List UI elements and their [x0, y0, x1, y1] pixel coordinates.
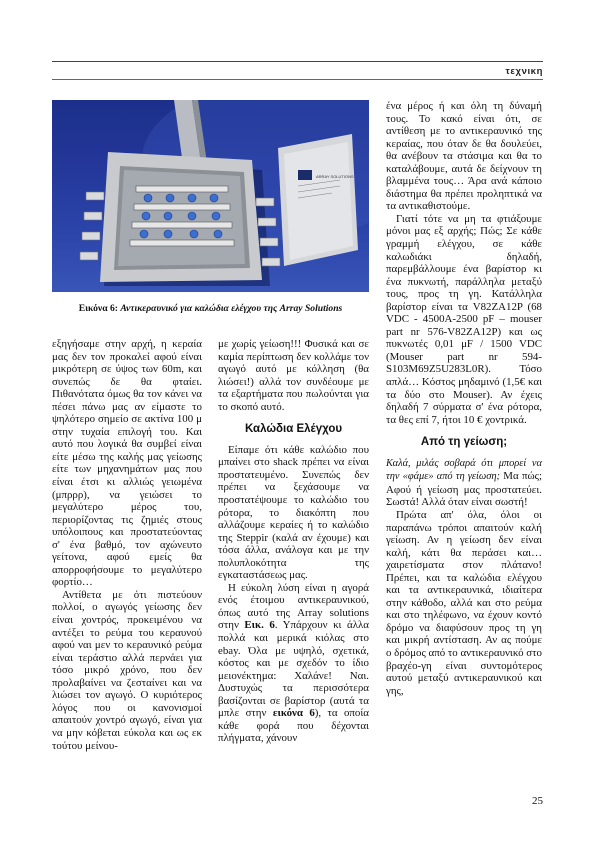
col2-paragraph-3 [218, 582, 369, 745]
section-label: τεχνικη [505, 66, 543, 77]
header-rule-top [52, 61, 543, 62]
col2-p3-post: ), τα οποία κάθε φορά που δέχονται πλήγματα, χάνουν [218, 707, 369, 745]
col2-ref-fig6: Εικ. 6 [244, 619, 275, 632]
column-3 [386, 100, 542, 697]
column-2 [218, 338, 369, 745]
section-heading-grounding: Από τη γείωση; [420, 436, 508, 449]
col2-ref-image6: εικόνα 6 [272, 707, 315, 720]
section-heading-control-cables: Καλώδια Ελέγχου [244, 423, 343, 436]
lightning-arrestor-illustration [52, 100, 369, 292]
col3-paragraph-3: Πρώτα απ' όλα, όλοι οι παραπάνω τρόποι απαιτούν καλή γείωση. Αν η γείωση δεν είναι καλή, κάτι θα περάσει και… χαιρετίσματα στον πλάτανο! Πρέπει, και τα καλώδια ελέγχου και τα αντικεραυνικά, ιδιαίτερα στην κάθοδο, αλλά και στο ρεύμα και στο τηλέφωνο, να έχουν κοντό δρόμο να διαφύσουν προς τη γη και μικρή αντίσταση. Αν ας πούμε ο δρόμος από το αντικεραυνικό στο βραχέο-γη είναι συντομότερος αυτού μεταξύ αντικεραυνικού και γης, [386, 508, 542, 697]
col3-lead-italic: Καλά, μιλάς σοβαρά ότι μπορεί να την «φάμε» από τη γείωση; [386, 457, 542, 483]
figure-caption [52, 303, 369, 314]
col2-p3-pre: Η εύκολη λύση είναι η αγορά ενός έτοιμου αντικεραυνικού, όπως αυτό της Array solutions στην [218, 581, 369, 632]
col2-paragraph-2: Είπαμε ότι κάθε καλώδιο που μπαίνει στο shack πρέπει να είναι προστατευμένο. Συνεπώς δεν πρέπει να ξεχάσουμε να προστατέψουμε το καλώδιο του ρότορα, το διακόπτη που αλλάζουμε κεραίες ή το καλώδιο της Steppir (καλά αν έχουμε) και τόσα άλλα, ανάλογα και με την πολυπλοκότητα της εγκαταστάσεως μας. [218, 443, 369, 582]
page-number: 25 [532, 795, 543, 807]
col3-paragraph-2: Γιατί τότε να μη τα φτιάξουμε μόνοι μας εξ αρχής; Πώς; Σε κάθε γραμμή ελέγχου, σε κάθε καλωδιάκι δηλαδή, παρεμβάλλουμε ένα βαρίστορ κι ένα πυκνωτή, παράλληλα μεταξύ τους, προς τη γη. Κατάλληλα βαρίστορ είναι τα V82ZA12P (68 VDC - 4500A-2500 pF – mouser part nr 576-V82ZA12P) και ως πυκνωτές 0,01 μF / 1500 VDC (Mouser part nr 594-S103M69Z5U283L0R). Τόσο απλά… Κόστος μηδαμινό (1,5€ και τα δύο στο Mouser). Αν έχεις δηλαδή 7 σύρματα σ' ένα ρότορα, τα θες επί 7, ήτοι 10 € χοντρικά. [386, 212, 542, 426]
header-rule-bottom [52, 79, 543, 80]
col3-lead-tail: Μα πώς; Αφού ή γείωση μας προστατεύει. Σωστά! Αλλά όταν είναι σωστή! [386, 470, 542, 509]
col1-paragraph-1: εξηγήσαμε στην αρχή, η κεραία μας δεν τον προκαλεί αφού είναι μικρότερη σε ύψος των 60m, και συνεπώς δε θα φταίει. Πιθανότατα όμως θα τον κάνει να πέσει πάνω μας αν είμαστε το ψηλότερο σημείο σε ακτίνα 100 μ στην τυχαία επιλογή του. Και αυτό που λογικά θα συμβεί είναι είτε μέσω της καλής μας γείωσης είτε των μηχανημάτων μας που είναι έτσι κι αλλιώς γειωμένα (μπρρρ), να γειώσει το μεγαλύτερο μέρος του, περιορίζοντας τις ζημιές στους υπόλοιπους και προστατεύοντας σ' ένα βαθμό, τον αχώνευτο γείτονα, αφού εμείς θα απορροφήσουμε το μεγαλύτερο φορτίο… [52, 338, 202, 589]
figure-label-text: ARRAY SOLUTIONS [316, 174, 354, 179]
col2-paragraph-1: με χωρίς γείωση!!! Φυσικά και σε καμία περίπτωση δεν κολλάμε τον αγωγό αυτό με κόλληση (θα λιώσει!) αλλά τον συνδέουμε με τα εξαρτήματα που πωλούνται για το σκοπό αυτό. [218, 338, 369, 413]
figure-caption-label: Εικόνα 6: [78, 303, 118, 314]
col2-p3-mid: . Υπάρχουν κι άλλα πολλά και μερικά κιόλας στο ebay. Όλα με υψηλό, σχετικά, κόστος και με σχεδόν το ίδιο μειονέκτημα: Χαλάνε! Ναι. Δυστυχώς τα περισσότερα βασίζονται σε βαρίστορ (αυτά τα μπλε στην [218, 619, 369, 720]
col1-paragraph-2: Αντίθετα με ότι πιστεύουν πολλοί, ο αγωγός γείωσης δεν είναι χοντρός, προκειμένου να αντέξει το ρεύμα του κεραυνού αφού ναι μεν το κεραυνικό ρεύμα είναι τεράστιο αλλά περνάει για τόσο μικρό χρόνο, που δεν προλαβαίνει να ζεσταίνει και να λιώσει τον αγωγό. Ο κυριότερος λόγος που οι κανονισμοί απαιτούν χοντρό αγωγό, είναι για να μην κόβεται εύκολα και ως εκ τούτου μείνου- [52, 588, 202, 752]
figure-caption-text: Αντικεραυνικό για καλώδια ελέγχου της Array Solutions [120, 303, 343, 314]
figure-photo [52, 100, 369, 292]
col3-lead [386, 457, 542, 509]
column-1 [52, 338, 202, 752]
col3-paragraph-1: ένα μέρος ή και όλη τη δύναμή τους. Το κακό είναι ότι, σε αντίθεση με το αντικεραυνικό της κεραίας, που όταν δε θα δουλεύει, θα ανέβουν τα στάσιμα και θα το καταλάβουμε, αυτά δε δείχνουν τη βλαμμένα τους… Άρα ανά κάποιο διάστημα θα πρέπει προληπτικά να τα αντικαθιστούμε. [386, 100, 542, 213]
